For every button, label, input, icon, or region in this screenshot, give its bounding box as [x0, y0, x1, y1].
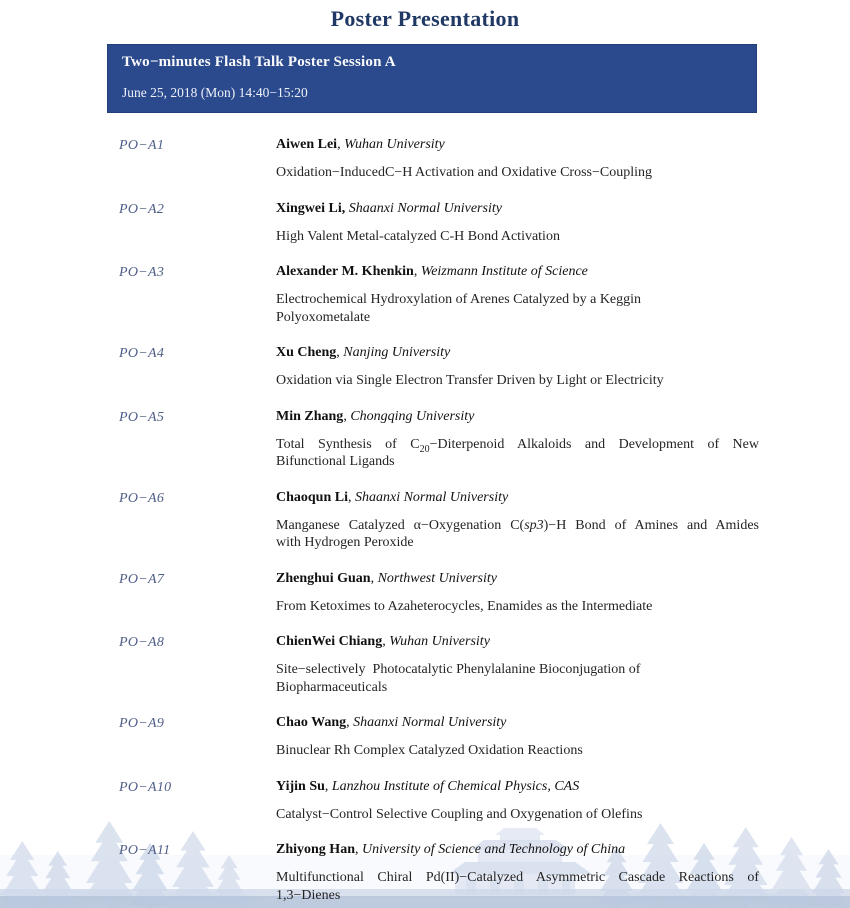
entry-title-line: with Hydrogen Peroxide — [276, 535, 414, 550]
poster-entry — [119, 408, 850, 471]
session-name: Two−minutes Flash Talk Poster Session A — [122, 54, 396, 70]
entry-body — [276, 263, 759, 326]
poster-entry — [119, 841, 850, 904]
entry-title-line: Total Synthesis of $C_{20}-Diterpenoid$ Alkaloids and Development of New — [276, 436, 759, 455]
entry-title — [276, 661, 759, 696]
entry-presenter: Chaoqun Li, Shaanxi Normal University — [276, 489, 509, 505]
entry-id: PO−A7 — [119, 571, 165, 587]
entry-body — [276, 714, 759, 760]
entry-title-line: From Ketoximes to Azaheterocycles, Enamides as the Intermediate — [276, 598, 653, 614]
entry-body — [276, 841, 759, 904]
entry-title — [276, 436, 759, 471]
entry-title-line: 1,3−Dienes — [276, 887, 341, 903]
entry-body — [276, 200, 759, 246]
entry-title — [276, 806, 759, 824]
entry-presenter: Xu Cheng, Nanjing University — [276, 345, 451, 360]
entry-title-line: High Valent Metal-catalyzed C-H Bond Activation — [276, 228, 560, 244]
session-banner — [107, 44, 757, 113]
poster-entry — [119, 778, 850, 824]
entry-id: PO−A4 — [119, 346, 165, 361]
entry-title — [276, 598, 759, 616]
entry-title-line: Catalyst−Control Selective Coupling and Oxygenation of Olefins — [276, 806, 643, 822]
entry-id: PO−A2 — [119, 201, 165, 217]
entry-title-line: Site−selectively Photocatalytic Phenylalanine Bioconjugation of — [276, 662, 641, 677]
entry-title-line: Electrochemical Hydroxylation of Arenes Catalyzed by a Keggin — [276, 292, 642, 307]
entry-body — [276, 570, 759, 616]
poster-entry — [119, 344, 850, 390]
poster-entry — [119, 633, 850, 696]
poster-entry — [119, 200, 850, 246]
entry-title — [276, 164, 759, 182]
entry-id: PO−A11 — [119, 843, 171, 858]
entry-id: PO−A1 — [119, 138, 165, 153]
entry-title — [276, 372, 759, 390]
entry-title — [276, 228, 759, 246]
session-datetime: June 25, 2018 (Mon) 14:40−15:20 — [122, 85, 308, 100]
entry-body — [276, 136, 759, 182]
entry-body — [276, 633, 759, 696]
entry-presenter: ChienWei Chiang, Wuhan University — [276, 634, 490, 649]
entry-presenter: Aiwen Lei, Wuhan University — [276, 137, 445, 152]
entry-title-line: Biopharmaceuticals — [276, 679, 388, 695]
entry-body — [276, 408, 759, 471]
entry-title-line: Binuclear Rh Complex Catalyzed Oxidation Reactions — [276, 743, 583, 758]
entry-presenter: Zhiyong Han, University of Science and Technology of China — [276, 842, 626, 857]
entry-body — [276, 778, 759, 824]
entry-presenter: Alexander M. Khenkin, Weizmann Institute of Science — [276, 264, 588, 279]
entry-presenter: Xingwei Li, Shaanxi Normal University — [276, 200, 502, 216]
entry-title — [276, 869, 759, 904]
entry-presenter: Yijin Su, Lanzhou Institute of Chemical Physics, CAS — [276, 778, 580, 794]
entry-title — [276, 517, 759, 552]
poster-entry — [119, 714, 850, 760]
entry-id: PO−A6 — [119, 490, 165, 506]
entry-title — [276, 291, 759, 326]
poster-entry — [119, 136, 850, 182]
entry-body — [276, 489, 759, 552]
entry-title-line: Multifunctional Chiral Pd(II)−Catalyzed Asymmetric Cascade Reactions of — [276, 870, 759, 885]
entry-title-line: Manganese Catalyzed α−Oxygenation C(sp3)−H Bond of Amines and Amides — [276, 517, 759, 533]
poster-entry — [119, 570, 850, 616]
entry-title — [276, 742, 759, 760]
entry-title-line: Bifunctional Ligands — [276, 454, 395, 469]
entry-id: PO−A10 — [119, 779, 172, 795]
entry-presenter: Min Zhang, Chongqing University — [276, 408, 475, 424]
entry-title-line: Oxidation via Single Electron Transfer Driven by Light or Electricity — [276, 373, 664, 388]
poster-entry — [119, 489, 850, 552]
entry-title-line: Oxidation−InducedC−H Activation and Oxidative Cross−Coupling — [276, 165, 652, 180]
entry-presenter: Chao Wang, Shaanxi Normal University — [276, 715, 507, 730]
entry-id: PO−A5 — [119, 409, 165, 425]
entry-id: PO−A8 — [119, 635, 165, 650]
entry-presenter: Zhenghui Guan, Northwest University — [276, 570, 497, 586]
entry-body — [276, 344, 759, 390]
entry-id: PO−A9 — [119, 716, 165, 731]
entry-title-line: Polyoxometalate — [276, 309, 371, 325]
page-title: Poster Presentation — [330, 6, 520, 31]
poster-entry — [119, 263, 850, 326]
entry-id: PO−A3 — [119, 265, 165, 280]
session-entries — [119, 136, 850, 904]
